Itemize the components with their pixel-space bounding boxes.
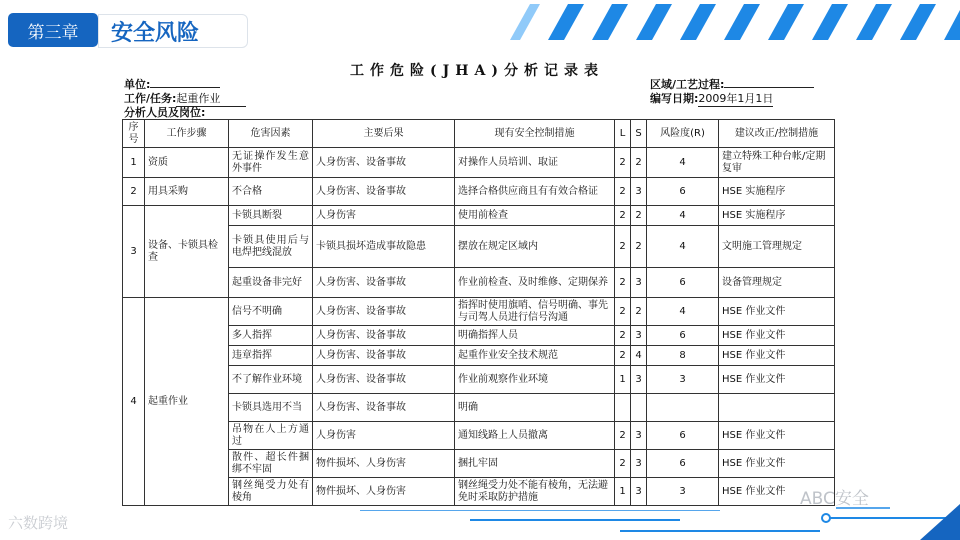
col-header: 危害因素 <box>229 120 313 148</box>
s-value <box>631 394 647 422</box>
s-value: 3 <box>631 422 647 450</box>
people-field <box>124 104 205 120</box>
table-row <box>123 450 835 478</box>
hazard: 信号不明确 <box>229 298 313 326</box>
task-label: 工作/任务: <box>124 92 177 105</box>
work-step: 资质 <box>145 148 229 178</box>
s-value: 2 <box>631 226 647 268</box>
hazard: 违章指挥 <box>229 346 313 366</box>
r-value: 6 <box>647 422 719 450</box>
unit-label: 单位: <box>124 78 151 91</box>
page-title: 安全风险 <box>98 14 248 48</box>
table-row <box>123 366 835 394</box>
r-value: 8 <box>647 346 719 366</box>
area-value <box>724 87 814 88</box>
r-value: 6 <box>647 268 719 298</box>
l-value: 2 <box>615 148 631 178</box>
control: 捆扎牢固 <box>455 450 615 478</box>
result: 人身伤害、设备事故 <box>313 394 455 422</box>
work-step: 起重作业 <box>145 298 229 506</box>
l-value: 2 <box>615 206 631 226</box>
task-value: 起重作业 <box>176 90 246 107</box>
control: 钢丝绳受力处不能有棱角，无法避免时采取防护措施 <box>455 478 615 506</box>
s-value: 3 <box>631 178 647 206</box>
r-value: 6 <box>647 178 719 206</box>
col-header: 现有安全控制措施 <box>455 120 615 148</box>
watermark-right: ABC安全 <box>800 489 869 509</box>
result: 人身伤害、设备事故 <box>313 326 455 346</box>
work-step: 用具采购 <box>145 178 229 206</box>
control: 起重作业安全技术规范 <box>455 346 615 366</box>
table-row <box>123 326 835 346</box>
hazard: 卡锁具选用不当 <box>229 394 313 422</box>
result: 物件损坏、人身伤害 <box>313 450 455 478</box>
suggestion: HSE 作业文件 <box>719 422 835 450</box>
r-value: 4 <box>647 298 719 326</box>
s-value: 3 <box>631 450 647 478</box>
hazard: 多人指挥 <box>229 326 313 346</box>
result: 人身伤害、设备事故 <box>313 346 455 366</box>
r-value: 6 <box>647 450 719 478</box>
l-value: 2 <box>615 346 631 366</box>
hazard: 钢丝绳受力处有棱角 <box>229 478 313 506</box>
document-title: 工作危险(JHA)分析记录表 <box>350 63 604 79</box>
table-header-row <box>123 120 835 148</box>
s-value: 3 <box>631 366 647 394</box>
control: 指挥时使用旗哨、信号明确、事先与司驾人员进行信号沟通 <box>455 298 615 326</box>
result: 卡锁具损坏造成事故隐患 <box>313 226 455 268</box>
control: 明确 <box>455 394 615 422</box>
col-header: 主要后果 <box>313 120 455 148</box>
jha-document <box>118 58 836 510</box>
control: 作业前检查、及时维修、定期保养 <box>455 268 615 298</box>
work-step: 设备、卡锁具检查 <box>145 206 229 298</box>
date-value: 2009年1月1日 <box>698 92 774 105</box>
area-label: 区域/工艺过程: <box>650 78 725 91</box>
l-value: 2 <box>615 450 631 478</box>
s-value: 4 <box>631 346 647 366</box>
r-value: 3 <box>647 366 719 394</box>
table-row <box>123 478 835 506</box>
r-value: 4 <box>647 148 719 178</box>
s-value: 2 <box>631 206 647 226</box>
l-value: 1 <box>615 366 631 394</box>
table-row <box>123 394 835 422</box>
s-value: 3 <box>631 478 647 506</box>
result: 人身伤害 <box>313 422 455 450</box>
result: 人身伤害、设备事故 <box>313 366 455 394</box>
col-header: 工作步骤 <box>145 120 229 148</box>
l-value: 2 <box>615 178 631 206</box>
date-field <box>650 90 773 107</box>
unit-value <box>150 87 220 88</box>
row-no: 4 <box>123 298 145 506</box>
l-value <box>615 394 631 422</box>
hazard: 卡锁具使用后与电焊把线混放 <box>229 226 313 268</box>
r-value: 4 <box>647 226 719 268</box>
col-header: L <box>615 120 631 148</box>
l-value: 2 <box>615 326 631 346</box>
r-value: 6 <box>647 326 719 346</box>
stripe-decoration <box>500 2 960 42</box>
result: 人身伤害、设备事故 <box>313 298 455 326</box>
control: 对操作人员培训、取证 <box>455 148 615 178</box>
result: 人身伤害 <box>313 206 455 226</box>
table-row <box>123 298 835 326</box>
result: 物件损坏、人身伤害 <box>313 478 455 506</box>
control: 通知线路上人员撤离 <box>455 422 615 450</box>
r-value <box>647 394 719 422</box>
control: 摆放在规定区域内 <box>455 226 615 268</box>
result: 人身伤害、设备事故 <box>313 148 455 178</box>
suggestion <box>719 394 835 422</box>
table-row <box>123 346 835 366</box>
suggestion: HSE 作业文件 <box>719 450 835 478</box>
hazard: 不合格 <box>229 178 313 206</box>
result: 人身伤害、设备事故 <box>313 268 455 298</box>
s-value: 3 <box>631 268 647 298</box>
s-value: 2 <box>631 298 647 326</box>
control: 选择合格供应商且有有效合格证 <box>455 178 615 206</box>
col-header: 风险度(R) <box>647 120 719 148</box>
l-value: 2 <box>615 268 631 298</box>
r-value: 3 <box>647 478 719 506</box>
suggestion: 文明施工管理规定 <box>719 226 835 268</box>
suggestion: HSE 作业文件 <box>719 298 835 326</box>
row-no: 1 <box>123 148 145 178</box>
table-row <box>123 226 835 268</box>
s-value: 2 <box>631 148 647 178</box>
col-header: 建议改正/控制措施 <box>719 120 835 148</box>
result: 人身伤害、设备事故 <box>313 178 455 206</box>
suggestion: HSE 作业文件 <box>719 346 835 366</box>
chapter-badge: 第三章 <box>8 13 98 47</box>
hazard: 不了解作业环境 <box>229 366 313 394</box>
hazard: 起重设备非完好 <box>229 268 313 298</box>
suggestion: HSE 作业文件 <box>719 326 835 346</box>
table-row <box>123 422 835 450</box>
suggestion: HSE 实施程序 <box>719 178 835 206</box>
s-value: 3 <box>631 326 647 346</box>
suggestion: HSE 实施程序 <box>719 206 835 226</box>
control: 明确指挥人员 <box>455 326 615 346</box>
watermark-left: 六数跨境 <box>8 514 69 532</box>
jha-table <box>122 119 835 506</box>
table-row <box>123 178 835 206</box>
l-value: 2 <box>615 226 631 268</box>
suggestion: 建立特殊工种台帐/定期复审 <box>719 148 835 178</box>
row-no: 2 <box>123 178 145 206</box>
hazard: 散件、超长件捆绑不牢固 <box>229 450 313 478</box>
col-header: S <box>631 120 647 148</box>
row-no: 3 <box>123 206 145 298</box>
date-label: 编写日期: <box>650 92 699 105</box>
table-row <box>123 268 835 298</box>
control: 作业前观察作业环境 <box>455 366 615 394</box>
l-value: 2 <box>615 422 631 450</box>
table-row <box>123 148 835 178</box>
suggestion: 设备管理规定 <box>719 268 835 298</box>
l-value: 2 <box>615 298 631 326</box>
suggestion: HSE 作业文件 <box>719 366 835 394</box>
r-value: 4 <box>647 206 719 226</box>
hazard: 无证操作发生意外事件 <box>229 148 313 178</box>
col-header: 序号 <box>123 120 145 148</box>
suggestion: HSE 作业文件 <box>719 478 835 506</box>
control: 使用前检查 <box>455 206 615 226</box>
l-value: 1 <box>615 478 631 506</box>
hazard: 吊物在人上方通过 <box>229 422 313 450</box>
people-label: 分析人员及岗位: <box>124 106 206 119</box>
table-row <box>123 206 835 226</box>
hazard: 卡锁具断裂 <box>229 206 313 226</box>
